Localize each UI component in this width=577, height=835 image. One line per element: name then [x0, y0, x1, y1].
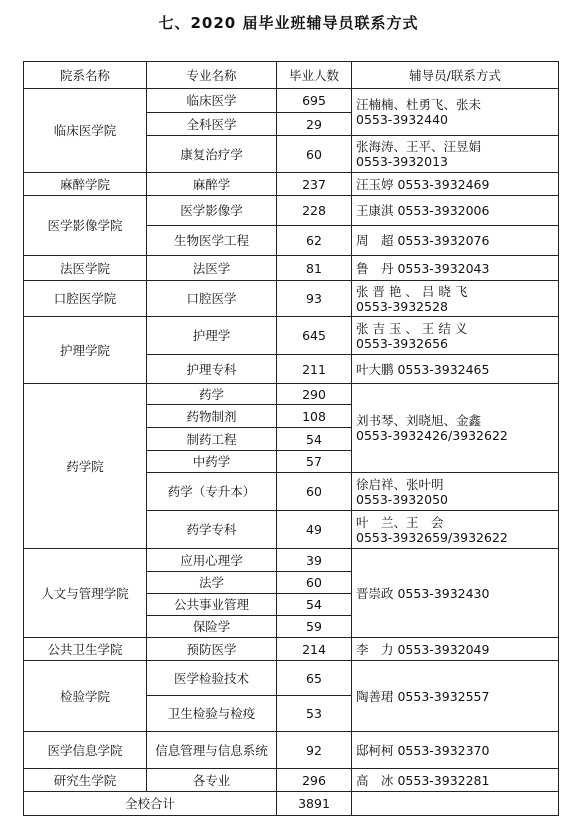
table-row [24, 281, 559, 317]
contact-cell: 王康淇 0553-3932006 [352, 196, 559, 226]
college-cell: 人文与管理学院 [24, 549, 147, 638]
total-empty-cell [352, 792, 559, 816]
college-cell: 公共卫生学院 [24, 638, 147, 661]
major-cell: 护理专科 [147, 355, 277, 384]
college-cell: 临床医学院 [24, 89, 147, 173]
header-major: 专业名称 [147, 62, 277, 89]
contact-cell: 鲁 丹 0553-3932043 [352, 256, 559, 281]
major-cell: 护理学 [147, 317, 277, 355]
count-cell: 59 [277, 616, 352, 638]
contact-cell: 汪玉婷 0553-3932469 [352, 173, 559, 196]
count-cell: 60 [277, 572, 352, 594]
count-cell: 645 [277, 317, 352, 355]
counselor-contact-table [23, 61, 559, 816]
contact-cell: 徐启祥、张叶明 0553-3932050 [352, 473, 559, 511]
table-row [24, 384, 559, 405]
contact-cell: 汪楠楠、杜勇飞、张未 0553-3932440 [352, 89, 559, 136]
major-cell: 医学检验技术 [147, 661, 277, 696]
college-cell: 麻醉学院 [24, 173, 147, 196]
count-cell: 65 [277, 661, 352, 696]
major-cell: 口腔医学 [147, 281, 277, 317]
count-cell: 62 [277, 226, 352, 256]
count-cell: 29 [277, 113, 352, 136]
table-row [24, 89, 559, 113]
major-cell: 药物制剂 [147, 405, 277, 428]
contact-cell: 张 晋 艳 、 吕 晓 飞 0553-3932528 [352, 281, 559, 317]
major-cell: 康复治疗学 [147, 136, 277, 173]
table-row [24, 173, 559, 196]
total-row [24, 792, 559, 816]
count-cell: 92 [277, 732, 352, 769]
table-row [24, 256, 559, 281]
contact-cell: 高 冰 0553-3932281 [352, 769, 559, 792]
count-cell: 57 [277, 451, 352, 473]
table-row [24, 317, 559, 355]
count-cell: 93 [277, 281, 352, 317]
major-cell: 应用心理学 [147, 549, 277, 572]
table-row [24, 638, 559, 661]
major-cell: 药学专科 [147, 511, 277, 549]
college-cell: 医学信息学院 [24, 732, 147, 769]
table-row [24, 732, 559, 769]
count-cell: 53 [277, 696, 352, 732]
major-cell: 各专业 [147, 769, 277, 792]
contact-cell: 叶 兰、王 会 0553-3932659/3932622 [352, 511, 559, 549]
contact-cell: 李 力 0553-3932049 [352, 638, 559, 661]
header-college: 院系名称 [24, 62, 147, 89]
college-cell: 法医学院 [24, 256, 147, 281]
college-cell: 护理学院 [24, 317, 147, 384]
count-cell: 49 [277, 511, 352, 549]
count-cell: 39 [277, 549, 352, 572]
contact-cell: 晋崇政 0553-3932430 [352, 549, 559, 638]
college-cell: 检验学院 [24, 661, 147, 732]
count-cell: 228 [277, 196, 352, 226]
table-row [24, 769, 559, 792]
major-cell: 信息管理与信息系统 [147, 732, 277, 769]
table-header-row [24, 62, 559, 89]
contact-cell: 邸柯柯 0553-3932370 [352, 732, 559, 769]
contact-cell: 张 吉 玉 、 王 结 义 0553-3932656 [352, 317, 559, 355]
count-cell: 81 [277, 256, 352, 281]
major-cell: 法医学 [147, 256, 277, 281]
major-cell: 预防医学 [147, 638, 277, 661]
major-cell: 保险学 [147, 616, 277, 638]
count-cell: 695 [277, 89, 352, 113]
count-cell: 54 [277, 594, 352, 616]
contact-cell: 叶大鹏 0553-3932465 [352, 355, 559, 384]
major-cell: 制药工程 [147, 428, 277, 451]
major-cell: 法学 [147, 572, 277, 594]
count-cell: 296 [277, 769, 352, 792]
college-cell: 药学院 [24, 384, 147, 549]
count-cell: 214 [277, 638, 352, 661]
college-cell: 医学影像学院 [24, 196, 147, 256]
count-cell: 290 [277, 384, 352, 405]
major-cell: 中药学 [147, 451, 277, 473]
major-cell: 公共事业管理 [147, 594, 277, 616]
major-cell: 药学（专升本） [147, 473, 277, 511]
total-count: 3891 [277, 792, 352, 816]
count-cell: 211 [277, 355, 352, 384]
header-graduate-count: 毕业人数 [277, 62, 352, 89]
table-row [24, 196, 559, 226]
major-cell: 临床医学 [147, 89, 277, 113]
major-cell: 全科医学 [147, 113, 277, 136]
count-cell: 60 [277, 136, 352, 173]
table-row [24, 549, 559, 572]
major-cell: 药学 [147, 384, 277, 405]
major-cell: 麻醉学 [147, 173, 277, 196]
contact-cell: 张海涛、王平、汪昱娟 0553-3932013 [352, 136, 559, 173]
contact-cell: 陶善珺 0553-3932557 [352, 661, 559, 732]
total-label: 全校合计 [24, 792, 277, 816]
contact-cell: 周 超 0553-3932076 [352, 226, 559, 256]
count-cell: 60 [277, 473, 352, 511]
table-row [24, 661, 559, 696]
major-cell: 医学影像学 [147, 196, 277, 226]
major-cell: 生物医学工程 [147, 226, 277, 256]
college-cell: 研究生学院 [24, 769, 147, 792]
page-title: 七、2020 届毕业班辅导员联系方式 [158, 14, 419, 32]
count-cell: 108 [277, 405, 352, 428]
contact-cell: 刘书琴、刘晓旭、金鑫 0553-3932426/3932622 [352, 384, 559, 473]
count-cell: 237 [277, 173, 352, 196]
major-cell: 卫生检验与检疫 [147, 696, 277, 732]
header-counselor-contact: 辅导员/联系方式 [352, 62, 559, 89]
count-cell: 54 [277, 428, 352, 451]
college-cell: 口腔医学院 [24, 281, 147, 317]
